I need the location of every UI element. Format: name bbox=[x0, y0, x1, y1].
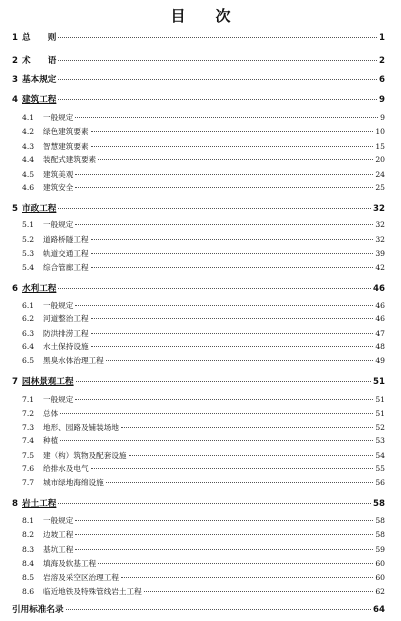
dot-leader bbox=[58, 60, 377, 61]
toc-section-row[interactable] bbox=[22, 529, 385, 540]
toc-entry-label: 水土保持设施 bbox=[43, 342, 89, 351]
toc-entry-number: 5.1 bbox=[22, 220, 35, 229]
dot-leader bbox=[91, 346, 374, 347]
toc-entry-label: 总 则 bbox=[22, 33, 57, 43]
toc-entry-page: 59 bbox=[375, 545, 385, 554]
dot-leader bbox=[75, 174, 373, 175]
toc-entry-number: 4.3 bbox=[22, 142, 35, 151]
toc-section-row[interactable] bbox=[22, 341, 385, 352]
toc-entry-label: 术 语 bbox=[22, 56, 57, 66]
toc-chapter-row[interactable] bbox=[12, 603, 385, 615]
toc-entry-label: 园林景观工程 bbox=[22, 377, 74, 387]
toc-section-row[interactable] bbox=[22, 112, 385, 123]
toc-entry-page: 47 bbox=[375, 329, 385, 338]
toc-entry-page: 32 bbox=[375, 220, 385, 229]
toc-entry-page: 9 bbox=[380, 113, 385, 122]
toc-section-row[interactable] bbox=[22, 328, 385, 339]
toc-entry-label: 岩土工程 bbox=[22, 499, 57, 509]
toc-chapter-row[interactable] bbox=[12, 54, 385, 66]
dot-leader bbox=[75, 399, 373, 400]
dot-leader bbox=[144, 591, 374, 592]
toc-entry-number: 8.6 bbox=[22, 587, 35, 596]
toc-section-row[interactable] bbox=[22, 300, 385, 311]
toc-entry-number: 8.3 bbox=[22, 545, 35, 554]
toc-entry-label: 河道整治工程 bbox=[43, 314, 89, 323]
dot-leader bbox=[75, 305, 373, 306]
toc-entry-page: 2 bbox=[379, 56, 385, 66]
dot-leader bbox=[91, 333, 374, 334]
toc-entry-page: 60 bbox=[375, 573, 385, 582]
toc-entry-number: 2 bbox=[12, 56, 18, 66]
toc-entry-page: 15 bbox=[375, 142, 385, 151]
toc-section-row[interactable] bbox=[22, 355, 385, 366]
toc-entry-number: 8.1 bbox=[22, 516, 35, 525]
toc-entry-page: 53 bbox=[375, 436, 385, 445]
toc-entry-label: 建筑美观 bbox=[43, 170, 74, 179]
toc-entry-page: 48 bbox=[375, 342, 385, 351]
toc-section-row[interactable] bbox=[22, 450, 385, 461]
toc-section-row[interactable] bbox=[22, 586, 385, 597]
toc-entry-number: 8.2 bbox=[22, 530, 35, 539]
toc-entry-page: 49 bbox=[375, 356, 385, 365]
toc-entry-label: 一般规定 bbox=[43, 301, 74, 310]
dot-leader bbox=[75, 520, 373, 521]
toc-entry-number: 8.4 bbox=[22, 559, 35, 568]
toc-entry-label: 一般规定 bbox=[43, 113, 74, 122]
toc-chapter-row[interactable] bbox=[12, 202, 385, 214]
toc-entry-number: 4.6 bbox=[22, 183, 35, 192]
toc-entry-number: 6.4 bbox=[22, 342, 35, 351]
toc-section-row[interactable] bbox=[22, 515, 385, 526]
toc-entry-page: 64 bbox=[373, 605, 385, 615]
toc-section-row[interactable] bbox=[22, 558, 385, 569]
toc-entry-number: 4.1 bbox=[22, 113, 35, 122]
toc-section-row[interactable] bbox=[22, 463, 385, 474]
dot-leader bbox=[58, 208, 371, 209]
toc-entry-label: 道路桥隧工程 bbox=[43, 235, 89, 244]
toc-entry-label: 基本规定 bbox=[22, 75, 57, 85]
toc-entry-number: 5.2 bbox=[22, 235, 35, 244]
toc-section-row[interactable] bbox=[22, 126, 385, 137]
dot-leader bbox=[121, 577, 373, 578]
toc-entry-label: 一般规定 bbox=[43, 220, 74, 229]
toc-entry-number: 4.4 bbox=[22, 155, 35, 164]
toc-entry-page: 58 bbox=[373, 499, 385, 509]
toc-entry-label: 总体 bbox=[43, 409, 59, 418]
toc-section-row[interactable] bbox=[22, 572, 385, 583]
dot-leader bbox=[91, 468, 374, 469]
toc-entry-label: 轨道交通工程 bbox=[43, 249, 89, 258]
toc-section-row[interactable] bbox=[22, 544, 385, 555]
toc-entry-page: 6 bbox=[379, 75, 385, 85]
dot-leader bbox=[58, 503, 371, 504]
toc-entry-number: 7.4 bbox=[22, 436, 35, 445]
toc-entry-label: 边坡工程 bbox=[43, 530, 74, 539]
toc-entry-number: 5.4 bbox=[22, 263, 35, 272]
toc-section-row[interactable] bbox=[22, 435, 385, 446]
toc-section-row[interactable] bbox=[22, 408, 385, 419]
toc-chapter-row[interactable] bbox=[12, 282, 385, 294]
toc-entry-page: 32 bbox=[373, 204, 385, 214]
toc-entry-number: 3 bbox=[12, 75, 18, 85]
toc-section-row[interactable] bbox=[22, 219, 385, 230]
toc-entry-number: 6.2 bbox=[22, 314, 35, 323]
toc-entry-label: 建（构）筑物及配套设施 bbox=[43, 451, 127, 460]
toc-entry-page: 56 bbox=[375, 478, 385, 487]
dot-leader bbox=[121, 427, 373, 428]
dot-leader bbox=[58, 37, 377, 38]
dot-leader bbox=[91, 131, 374, 132]
toc-entry-number: 4.2 bbox=[22, 127, 35, 136]
dot-leader bbox=[60, 413, 373, 414]
toc-entry-number: 7.2 bbox=[22, 409, 35, 418]
toc-entry-page: 24 bbox=[375, 170, 385, 179]
toc-entry-page: 25 bbox=[375, 183, 385, 192]
toc-entry-page: 1 bbox=[379, 33, 385, 43]
toc-entry-page: 58 bbox=[375, 530, 385, 539]
dot-leader bbox=[75, 549, 373, 550]
page-title: 目 次 bbox=[170, 7, 231, 25]
dot-leader bbox=[58, 99, 377, 100]
toc-section-row[interactable] bbox=[22, 313, 385, 324]
toc-entry-label: 智慧建筑要素 bbox=[43, 142, 89, 151]
toc-section-row[interactable] bbox=[22, 154, 385, 165]
toc-chapter-row[interactable] bbox=[12, 375, 385, 387]
toc-entry-number: 5 bbox=[12, 204, 18, 214]
toc-entry-number: 7 bbox=[12, 377, 18, 387]
toc-section-row[interactable] bbox=[22, 394, 385, 405]
dot-leader bbox=[60, 440, 373, 441]
toc-chapter-row[interactable] bbox=[12, 31, 385, 43]
toc-entry-page: 46 bbox=[375, 314, 385, 323]
toc-entry-page: 58 bbox=[375, 516, 385, 525]
toc-section-row[interactable] bbox=[22, 182, 385, 193]
toc-section-row[interactable] bbox=[22, 169, 385, 180]
toc-entry-page: 51 bbox=[373, 377, 385, 387]
toc-entry-number: 6.3 bbox=[22, 329, 35, 338]
toc-entry-number: 1 bbox=[12, 33, 18, 43]
toc-entry-label: 填海及软基工程 bbox=[43, 559, 97, 568]
toc-section-row[interactable] bbox=[22, 248, 385, 259]
toc-entry-page: 46 bbox=[373, 284, 385, 294]
toc-entry-number: 4 bbox=[12, 95, 18, 105]
toc-entry-label: 绿色建筑要素 bbox=[43, 127, 89, 136]
toc-entry-label: 城市绿地海绵设施 bbox=[43, 478, 104, 487]
toc-entry-page: 62 bbox=[375, 587, 385, 596]
toc-entry-label: 岩溶及采空区治理工程 bbox=[43, 573, 119, 582]
dot-leader bbox=[106, 482, 374, 483]
toc-entry-label: 一般规定 bbox=[43, 395, 74, 404]
toc-entry-label: 市政工程 bbox=[22, 204, 57, 214]
dot-leader bbox=[75, 224, 373, 225]
toc-chapter-row[interactable] bbox=[12, 497, 385, 509]
toc-entry-label: 水利工程 bbox=[22, 284, 57, 294]
toc-entry-number: 4.5 bbox=[22, 170, 35, 179]
toc-section-row[interactable] bbox=[22, 262, 385, 273]
dot-leader bbox=[58, 288, 371, 289]
dot-leader bbox=[91, 253, 374, 254]
toc-section-row[interactable] bbox=[22, 477, 385, 488]
toc-entry-page: 9 bbox=[379, 95, 385, 105]
toc-entry-label: 装配式建筑要素 bbox=[43, 155, 97, 164]
toc-entry-page: 54 bbox=[375, 451, 385, 460]
dot-leader bbox=[91, 239, 374, 240]
dot-leader bbox=[91, 318, 374, 319]
toc-entry-label: 地形、园路及铺装场地 bbox=[43, 423, 119, 432]
toc-entry-label: 建筑工程 bbox=[22, 95, 57, 105]
dot-leader bbox=[91, 146, 374, 147]
dot-leader bbox=[75, 117, 378, 118]
toc-entry-label: 黑臭水体治理工程 bbox=[43, 356, 104, 365]
toc-entry-label: 一般规定 bbox=[43, 516, 74, 525]
toc-chapter-row[interactable] bbox=[12, 93, 385, 105]
toc-entry-page: 55 bbox=[375, 464, 385, 473]
toc-entry-page: 20 bbox=[375, 155, 385, 164]
toc-entry-number: 8 bbox=[12, 499, 18, 509]
toc-entry-number: 8.5 bbox=[22, 573, 35, 582]
toc-entry-label: 种植 bbox=[43, 436, 59, 445]
toc-chapter-row[interactable] bbox=[12, 73, 385, 85]
toc-entry-number: 7.5 bbox=[22, 451, 35, 460]
toc-entry-label: 基坑工程 bbox=[43, 545, 74, 554]
dot-leader bbox=[58, 79, 377, 80]
toc-entry-number: 7.3 bbox=[22, 423, 35, 432]
toc-entry-label: 防洪排涝工程 bbox=[43, 329, 89, 338]
toc-section-row[interactable] bbox=[22, 422, 385, 433]
toc-entry-page: 51 bbox=[375, 395, 385, 404]
dot-leader bbox=[76, 381, 371, 382]
toc-entry-number: 6.5 bbox=[22, 356, 35, 365]
toc-section-row[interactable] bbox=[22, 234, 385, 245]
dot-leader bbox=[91, 267, 374, 268]
toc-entry-number: 6.1 bbox=[22, 301, 35, 310]
toc-entry-label: 综合管廊工程 bbox=[43, 263, 89, 272]
toc-entry-page: 42 bbox=[375, 263, 385, 272]
dot-leader bbox=[75, 187, 373, 188]
toc-entry-number: 7.1 bbox=[22, 395, 35, 404]
dot-leader bbox=[75, 534, 373, 535]
toc-entry-page: 10 bbox=[375, 127, 385, 136]
toc-entry-page: 46 bbox=[375, 301, 385, 310]
dot-leader bbox=[98, 159, 373, 160]
dot-leader bbox=[98, 563, 373, 564]
toc-entry-page: 60 bbox=[375, 559, 385, 568]
toc-entry-number: 7.6 bbox=[22, 464, 35, 473]
toc-section-row[interactable] bbox=[22, 141, 385, 152]
toc-entry-label: 引用标准名录 bbox=[12, 605, 64, 615]
toc-entry-label: 建筑安全 bbox=[43, 183, 74, 192]
toc-entry-label: 临近地铁及特殊管线岩土工程 bbox=[43, 587, 142, 596]
toc-entry-page: 52 bbox=[375, 423, 385, 432]
toc-entry-number: 5.3 bbox=[22, 249, 35, 258]
toc-entry-page: 32 bbox=[375, 235, 385, 244]
toc-entry-number: 7.7 bbox=[22, 478, 35, 487]
toc-entry-page: 39 bbox=[375, 249, 385, 258]
toc-entry-page: 51 bbox=[375, 409, 385, 418]
dot-leader bbox=[66, 609, 371, 610]
dot-leader bbox=[129, 455, 374, 456]
dot-leader bbox=[106, 360, 374, 361]
toc-entry-label: 给排水及电气 bbox=[43, 464, 89, 473]
toc-entry-number: 6 bbox=[12, 284, 18, 294]
